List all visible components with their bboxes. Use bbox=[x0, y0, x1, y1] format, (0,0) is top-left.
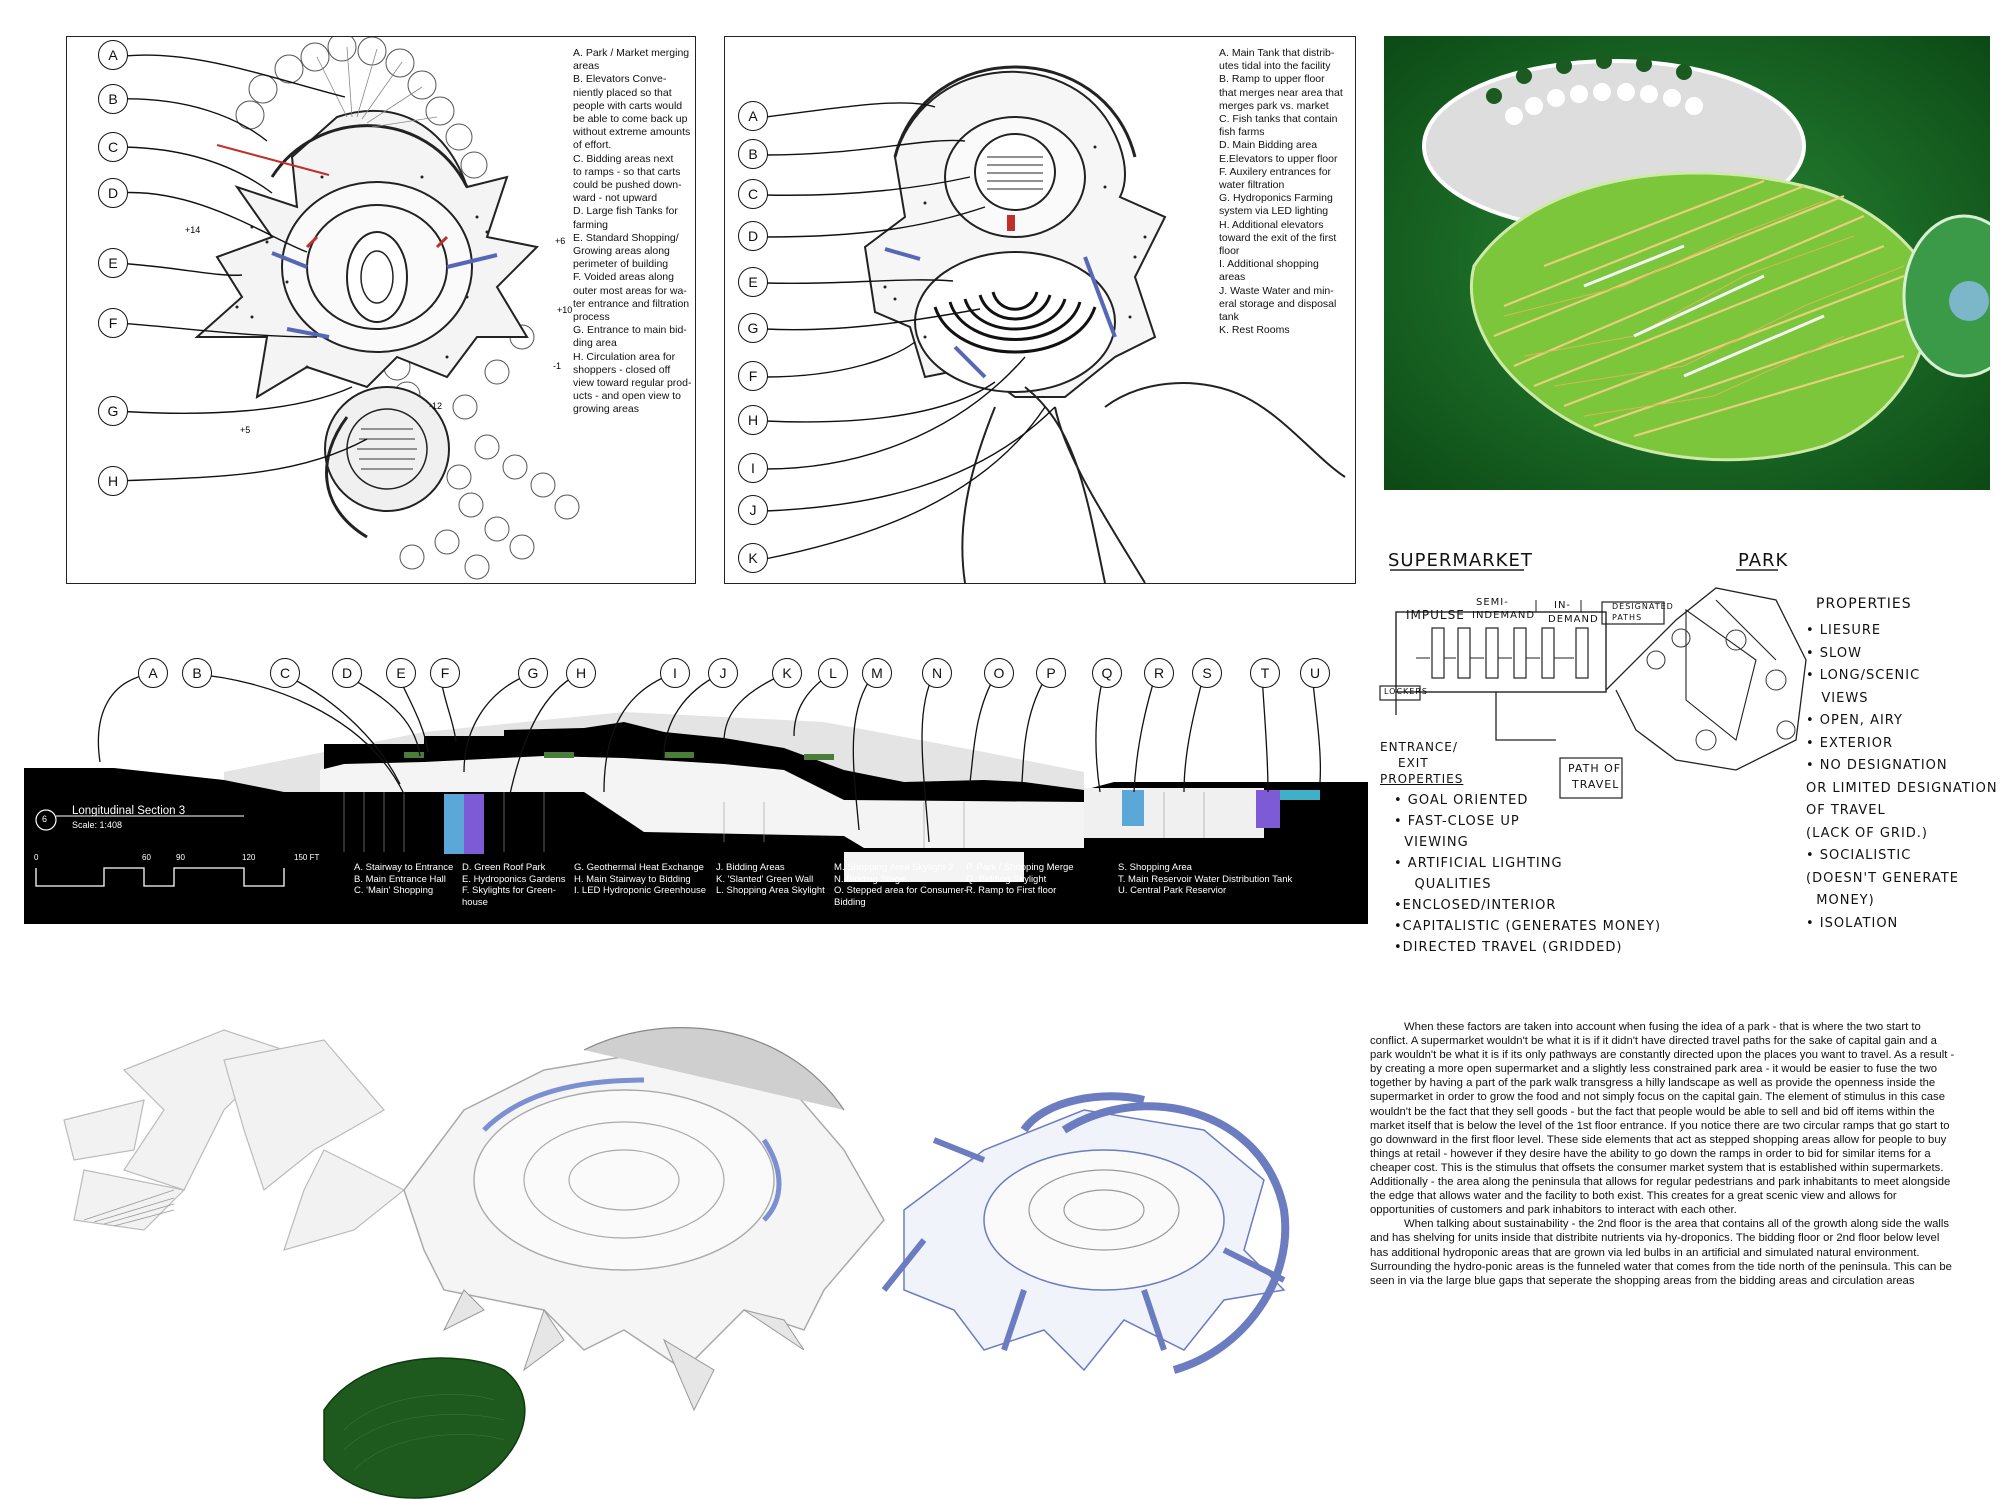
plan1-legend-line: ucts - and open view to bbox=[573, 390, 681, 403]
plan2-marker-j: J bbox=[738, 495, 768, 525]
elevation-label: +10 bbox=[557, 305, 573, 315]
plan2-marker-b: B bbox=[738, 139, 768, 169]
plan1-legend-line: people with carts would bbox=[573, 99, 683, 112]
section-legend-item: F. Skylights for Green- bbox=[462, 885, 556, 896]
section-legend-item: U. Central Park Reservior bbox=[1118, 885, 1227, 896]
plan1-legend-line: of effort. bbox=[573, 139, 612, 152]
plan1-legend-line: process bbox=[573, 311, 610, 324]
plan1-marker-f: F bbox=[98, 308, 128, 338]
section-marker-h: H bbox=[566, 658, 596, 688]
plan2-legend-line: D. Main Bidding area bbox=[1219, 139, 1318, 152]
sketch-path-of-label: PATH OF bbox=[1568, 762, 1622, 775]
plan1-legend-line: niently placed so that bbox=[573, 86, 672, 99]
sketch-indemand-label: IN- bbox=[1554, 600, 1572, 611]
plan1-legend-line: to ramps - so that carts bbox=[573, 165, 681, 178]
sketch-semi-label: SEMI- bbox=[1476, 597, 1509, 608]
plan2-marker-g: G bbox=[738, 313, 768, 343]
sketch-entrance-label: ENTRANCE/ bbox=[1380, 740, 1458, 754]
plan2-marker-i: I bbox=[738, 453, 768, 483]
plan1-marker-e: E bbox=[98, 248, 128, 278]
scale-tick-label: 120 bbox=[242, 853, 256, 862]
sketch-property-item: VIEWS bbox=[1806, 690, 1869, 706]
sketch-designated-label: DESIGNATED bbox=[1612, 602, 1674, 611]
section-legend-item: L. Shopping Area Skylight bbox=[716, 885, 825, 896]
plan1-legend-line: Growing areas along bbox=[573, 245, 670, 258]
plan1-legend-line: view toward regular prod- bbox=[573, 377, 692, 390]
plan2-legend-line: I. Additional shopping bbox=[1219, 258, 1319, 271]
section-legend-item: C. 'Main' Shopping bbox=[354, 885, 434, 896]
section-marker-o: O bbox=[984, 658, 1014, 688]
section-marker-s: S bbox=[1192, 658, 1222, 688]
section-marker-j: J bbox=[708, 658, 738, 688]
plan2-legend-line: system via LED lighting bbox=[1219, 205, 1329, 218]
section-legend-item: R. Ramp to First floor bbox=[966, 885, 1057, 896]
aerial-rendering-image bbox=[1384, 36, 1990, 490]
plan1-legend-line: H. Circulation area for bbox=[573, 350, 676, 363]
plan1-legend-line: G. Entrance to main bid- bbox=[573, 324, 687, 337]
plan1-legend-line: C. Bidding areas next bbox=[573, 152, 674, 165]
plan1-legend-line: E. Standard Shopping/ bbox=[573, 231, 679, 244]
plan2-legend-line: utes tidal into the facility bbox=[1219, 60, 1331, 73]
section-legend-item: S. Shopping Area bbox=[1118, 862, 1192, 873]
scale-tick-label: 0 bbox=[34, 853, 39, 862]
sketch-property-item: • EXTERIOR bbox=[1806, 735, 1893, 751]
sketch-semi-label-2: INDEMAND bbox=[1472, 610, 1536, 621]
sketch-left-properties bbox=[1394, 790, 1661, 958]
sketch-left-properties-title: PROPERTIES bbox=[1380, 772, 1464, 786]
plan1-marker-g: G bbox=[98, 396, 128, 426]
plan2-legend-line: merges park vs. market bbox=[1219, 99, 1329, 112]
section-marker-d: D bbox=[332, 658, 362, 688]
section-legend-item: H. Main Stairway to Bidding bbox=[574, 873, 691, 885]
plan2-legend-line: F. Auxilery entrances for bbox=[1219, 165, 1332, 178]
section-scale: Scale: 1:408 bbox=[72, 820, 123, 830]
plan2-legend-line: B. Ramp to upper floor bbox=[1219, 73, 1325, 86]
section-marker-l: L bbox=[818, 658, 848, 688]
plan1-legend-line: outer most areas for wa- bbox=[573, 284, 687, 297]
plan1-legend-line: without extreme amounts bbox=[573, 126, 691, 139]
elevation-label: -1 bbox=[553, 361, 562, 371]
plan1-legend bbox=[573, 47, 695, 417]
section-legend-item: A. Stairway to Entrance bbox=[354, 862, 454, 873]
sketch-property-item: OF TRAVEL bbox=[1806, 803, 1886, 818]
section-marker-u: U bbox=[1300, 658, 1330, 688]
plan1-legend-line: ter entrance and filtration bbox=[573, 297, 690, 310]
section-legend-item: I. LED Hydroponic Greenhouse bbox=[574, 885, 707, 896]
sketch-travel-label: TRAVEL bbox=[1572, 778, 1620, 791]
sketch-indemand-label-2: DEMAND bbox=[1548, 614, 1599, 625]
plan1-legend-line: areas bbox=[573, 60, 600, 73]
section-legend-item: K. 'Slanted' Green Wall bbox=[716, 873, 814, 885]
section-marker-p: P bbox=[1036, 658, 1066, 688]
plan2-legend-line: floor bbox=[1219, 245, 1240, 258]
plan1-legend-line: D. Large fish Tanks for bbox=[573, 205, 678, 218]
essay-paragraph-2: When talking about sustainability - the 2nd floor is the area that contains all of the growth along side the walls and has shelving for units inside that distribite nutrients via hy-droponics. The bidding floor or 2nd floor below level has additional hydroponic areas that are grown via led bulbs in an artificial and simulated natural environment. Surrounding the hydro-ponic areas is the funneled water that comes from the tide north of the peninsula. This can be seen in via the large blue gaps that seperate the shopping areas from the bidding areas and circulation areas bbox=[1370, 1218, 1952, 1287]
aerial-rendering bbox=[1384, 36, 1990, 490]
section-legend-item: E. Hydroponics Gardens bbox=[462, 873, 566, 885]
plan1-legend-line: F. Voided areas along bbox=[573, 271, 674, 284]
section-legend-item: Q. Bidding Skylight bbox=[966, 873, 1047, 885]
section-legend-item: M. Shopping Area Skylight 2 bbox=[834, 862, 954, 873]
sketch-property-item: (DOESN'T GENERATE bbox=[1806, 870, 1959, 886]
elevation-label: +14 bbox=[185, 225, 201, 235]
sketch-property-item: • NO DESIGNATION bbox=[1806, 758, 1948, 773]
plan1-legend-line: perimeter of building bbox=[573, 258, 669, 271]
plan1-legend-line: could be pushed down- bbox=[573, 179, 682, 192]
sketch-property-item: MONEY) bbox=[1806, 893, 1875, 908]
section-legend-column bbox=[1118, 862, 1292, 897]
plan2-marker-h: H bbox=[738, 405, 768, 435]
plan2-legend-line: G. Hydroponics Farming bbox=[1219, 192, 1333, 205]
section-legend-item: T. Main Reservoir Water Distribution Tank bbox=[1118, 873, 1293, 885]
plan2-legend-line: E.Elevators to upper floor bbox=[1219, 152, 1338, 165]
plan1-legend-line: ward - not upward bbox=[573, 192, 658, 205]
scale-tick-label: 60 bbox=[142, 853, 151, 862]
plan1-legend-line: farming bbox=[573, 218, 609, 231]
plan2-legend-line: tank bbox=[1219, 311, 1239, 324]
sketch-property-item: • SLOW bbox=[1806, 645, 1862, 661]
sketch-property-item: (LACK OF GRID.) bbox=[1806, 825, 1929, 841]
sketch-property-item: • GOAL ORIENTED bbox=[1394, 793, 1529, 808]
sketch-exit-label: EXIT bbox=[1398, 756, 1429, 770]
plan2-legend-line: H. Additional elevators bbox=[1219, 218, 1324, 231]
sketch-property-item: • LIESURE bbox=[1806, 623, 1882, 638]
sketch-lockers-label: LOCKERS bbox=[1384, 687, 1428, 696]
plan2-marker-c: C bbox=[738, 179, 768, 209]
section-legend-item: J. Bidding Areas bbox=[716, 862, 785, 873]
section-marker-a: A bbox=[138, 658, 168, 688]
section-legend-item: Bidding bbox=[834, 896, 866, 908]
essay-paragraph-1: When these factors are taken into account when fusing the idea of a park - that is where the two start to conflict. A supermarket wouldn't be what it is if it didn't have directed travel paths for the sake of capital gain and a park wouldn't be what it is if its only pathways are constantly directed upon the places you want to travel. As a result - by creating a more open supermarket and a slightly less constrained park area - it would be easier to fuse the two together by having a part of the park walk transgress a hilly landscape as well as provide the openness inside the supermarket in order to grow the food and not simply focus on the capital gain. The element of stimulus in this case wouldn't be the fact that they sell goods - but the fact that people would be able to sell and bid off items within the market itself that is below the level of the 1st floor entrance. If you notice there are two circular ramps that go start to go downward in the first floor level. These side elements that act as stepped shopping areas allow for people to buy things at retail - however if they desire have the ability to go down the ramps in order to bid for similar items for a cheaper cost. This is the stimulus that offsets the consumer market system that is established within supermarkets. Additionally - the area along the peninsula that allows for regular pedestrians and park inhabitants to meet alongside the edge that allows water and the facility to both exist. This creates for a great scenic view and allows for opportunities of customers and park inhabitors to interact with each other. bbox=[1370, 1021, 1955, 1217]
plan2-legend-line: areas bbox=[1219, 271, 1246, 284]
plan1-legend-line: growing areas bbox=[573, 403, 639, 416]
section-marker-e: E bbox=[386, 658, 416, 688]
section-marker-r: R bbox=[1144, 658, 1174, 688]
section-marker-f: F bbox=[430, 658, 460, 688]
scale-tick-label: 150 FT bbox=[294, 853, 320, 862]
section-legend-item: B. Main Entrance Hall bbox=[354, 873, 446, 885]
plan1-legend-line: shoppers - closed off bbox=[573, 363, 671, 376]
section-legend-item: house bbox=[462, 896, 488, 908]
sketch-park-title: PARK bbox=[1738, 550, 1789, 571]
scale-tick-label: 90 bbox=[176, 853, 185, 862]
plan2-marker-e: E bbox=[738, 267, 768, 297]
sketch-property-item: OR LIMITED DESIGNATION bbox=[1806, 780, 1998, 796]
sketch-impulse-label: IMPULSE bbox=[1406, 608, 1465, 622]
section-legend-column bbox=[834, 862, 967, 908]
longitudinal-section bbox=[24, 652, 1368, 924]
plan1-marker-a: A bbox=[98, 40, 128, 70]
section-legend-item: G. Geothermal Heat Exchange bbox=[574, 862, 704, 873]
plan1-marker-d: D bbox=[98, 178, 128, 208]
plan1-legend-line: be able to come back up bbox=[573, 113, 688, 126]
section-number: 6 bbox=[42, 814, 48, 824]
3d-model-exploded-view bbox=[24, 990, 1364, 1500]
sketch-property-item: • OPEN, AIRY bbox=[1806, 713, 1903, 728]
sketch-property-item: •DIRECTED TRAVEL (GRIDDED) bbox=[1394, 940, 1623, 955]
plan1-marker-h: H bbox=[98, 466, 128, 496]
elevation-label: +6 bbox=[555, 236, 566, 246]
sketch-property-item: VIEWING bbox=[1394, 835, 1469, 850]
section-legend-column bbox=[574, 862, 706, 897]
plan2-legend-line: water filtration bbox=[1219, 179, 1285, 192]
sketch-property-item: • FAST-CLOSE UP bbox=[1394, 814, 1520, 829]
section-marker-m: M bbox=[862, 658, 892, 688]
plan1-legend-line: ding area bbox=[573, 337, 617, 350]
elevation-label: +5 bbox=[240, 425, 251, 435]
sketch-property-item: QUALITIES bbox=[1394, 877, 1492, 892]
plan2-marker-k: K bbox=[738, 543, 768, 573]
section-marker-b: B bbox=[182, 658, 212, 688]
elevation-label: -12 bbox=[429, 401, 443, 411]
sketch-property-item: •CAPITALISTIC (GENERATES MONEY) bbox=[1394, 919, 1662, 934]
section-legend-item: P. Park / Shopping Merge bbox=[966, 862, 1074, 873]
plan1-marker-c: C bbox=[98, 132, 128, 162]
plan2-marker-f: F bbox=[738, 361, 768, 391]
section-legend-item: D. Green Roof Park bbox=[462, 862, 546, 873]
plan2-marker-a: A bbox=[738, 101, 768, 131]
plan2-legend-line: A. Main Tank that distrib- bbox=[1219, 47, 1335, 59]
plan1-legend-line: B. Elevators Conve- bbox=[573, 73, 667, 86]
plan2-legend-line: fish farms bbox=[1219, 126, 1265, 139]
section-marker-t: T bbox=[1250, 658, 1280, 688]
section-legend-column bbox=[966, 862, 1074, 897]
sketch-property-item: • ARTIFICIAL LIGHTING bbox=[1394, 856, 1563, 871]
sketch-right-properties-title: PROPERTIES bbox=[1816, 596, 1912, 612]
section-legend-item: N. Bidding Stage bbox=[834, 873, 906, 885]
concept-sketch bbox=[1376, 540, 1996, 980]
sketch-property-item: •ENCLOSED/INTERIOR bbox=[1394, 898, 1557, 913]
floor-plan-1 bbox=[66, 36, 696, 584]
section-legend-column bbox=[462, 862, 566, 908]
section-legend-column bbox=[354, 862, 453, 897]
plan2-marker-d: D bbox=[738, 221, 768, 251]
plan2-legend-line: K. Rest Rooms bbox=[1219, 324, 1290, 337]
section-marker-n: N bbox=[922, 658, 952, 688]
sketch-designated-label-2: PATHS bbox=[1612, 613, 1643, 622]
section-marker-k: K bbox=[772, 658, 802, 688]
section-legend-column bbox=[716, 862, 825, 897]
section-title: Longitudinal Section 3 bbox=[72, 805, 186, 817]
plan1-legend-line: A. Park / Market merging bbox=[573, 47, 690, 59]
plan2-legend-line: eral storage and disposal bbox=[1219, 297, 1337, 310]
section-marker-g: G bbox=[518, 658, 548, 688]
plan2-legend-line: that merges near area that bbox=[1219, 86, 1343, 99]
sketch-right-properties bbox=[1806, 620, 1998, 935]
section-legend-item: O. Stepped area for Consumer- bbox=[834, 885, 968, 896]
plan2-legend-line: C. Fish tanks that contain bbox=[1219, 113, 1338, 126]
plan1-marker-b: B bbox=[98, 84, 128, 114]
sketch-supermarket-title: SUPERMARKET bbox=[1388, 550, 1533, 571]
plan2-legend-line: toward the exit of the first bbox=[1219, 231, 1337, 244]
floor-plan-2 bbox=[724, 36, 1356, 584]
sketch-property-item: • SOCIALISTIC bbox=[1806, 848, 1912, 863]
sketch-property-item: • LONG/SCENIC bbox=[1806, 668, 1921, 683]
section-marker-q: Q bbox=[1092, 658, 1122, 688]
3d-model-drawing bbox=[24, 990, 1364, 1500]
plan2-legend bbox=[1219, 47, 1355, 337]
sketch-property-item: • ISOLATION bbox=[1806, 915, 1899, 931]
section-marker-c: C bbox=[270, 658, 300, 688]
design-essay bbox=[1370, 1020, 1958, 1288]
plan2-legend-line: J. Waste Water and min- bbox=[1219, 284, 1334, 297]
section-marker-i: I bbox=[660, 658, 690, 688]
